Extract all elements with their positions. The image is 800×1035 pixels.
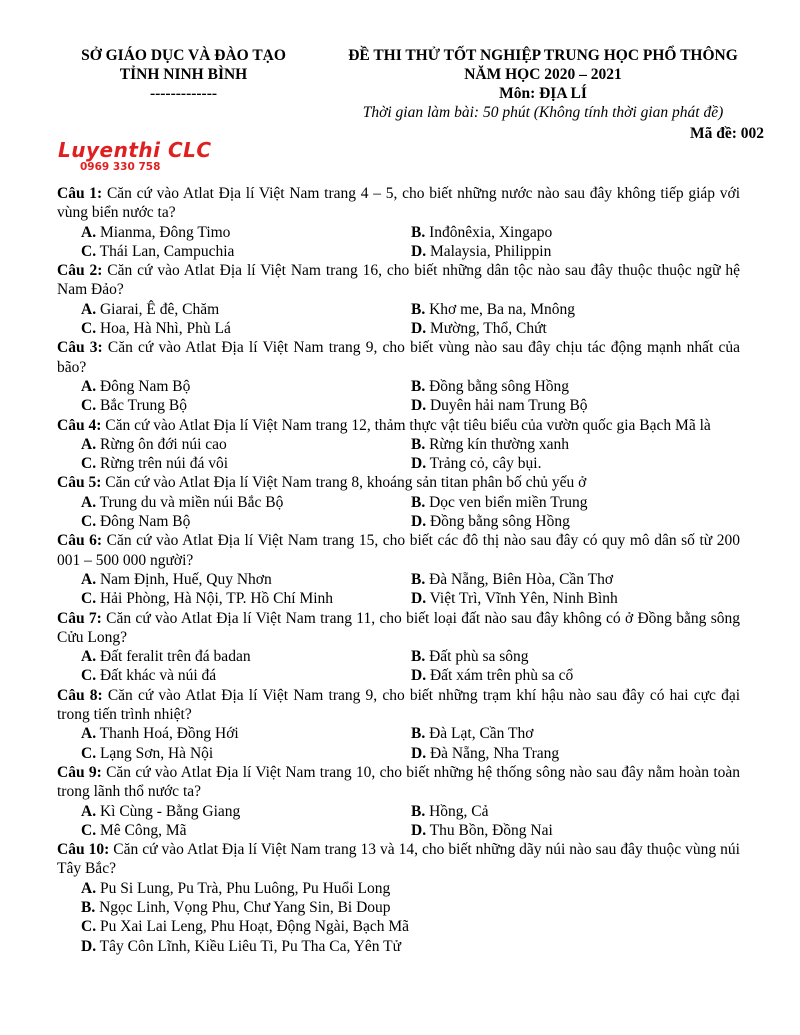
option-letter: D. [411,513,427,531]
option-letter: A. [81,648,97,666]
time-note: Thời gian làm bài: 50 phút (Không tính thời gian phát đề) [362,104,724,121]
option-letter: D. [411,320,427,338]
option-letter: A. [81,725,97,743]
logo-phone: 0969 330 758 [80,161,161,173]
option-text: Tây Côn Lĩnh, Kiều Liêu Ti, Pu Tha Ca, Yên Tử [96,937,401,955]
option-text: Pu Xai Lai Leng, Phu Hoạt, Động Ngài, Bạch Mã [96,918,410,936]
option-text: Nam Định, Huế, Quy Nhơn [96,570,272,588]
option-letter: D. [411,590,427,608]
option-text: Thanh Hoá, Đồng Hới [96,725,239,743]
option-letter: D. [411,667,427,685]
question [57,338,740,415]
question-stem [57,261,740,300]
answer-option [81,937,740,956]
option-text: Rừng ôn đới núi cao [96,435,227,453]
option-text: Bắc Trung Bộ [96,397,187,415]
option-letter: A. [81,300,97,318]
answer-option [81,647,411,666]
answer-option [81,802,411,821]
option-text: Rừng kín thường xanh [425,435,570,453]
answer-options [57,802,740,841]
question-text: Căn cứ vào Atlat Địa lí Việt Nam trang 9, cho biết những trạm khí hậu nào sau đây có hai cực đại trong tiến trình nhiệt? [57,686,741,724]
option-text: Inđônêxia, Xingapo [425,223,553,241]
option-letter: C. [81,667,97,685]
option-letter: B. [411,300,426,318]
option-letter: B. [411,648,426,666]
option-letter: B. [411,435,426,453]
question [57,840,740,956]
option-letter: B. [411,570,426,588]
question-number: Câu 1: [57,185,103,202]
option-text: Khơ me, Ba na, Mnông [425,300,576,318]
option-letter: C. [81,590,97,608]
answer-option [81,242,411,261]
option-letter: C. [81,320,97,338]
brand-logo [58,139,212,173]
answer-option [81,319,411,338]
question-text: Căn cứ vào Atlat Địa lí Việt Nam trang 9, cho biết vùng nào sau đây chịu tác động mạnh nhất của bão? [57,339,740,376]
option-letter: C. [81,513,97,531]
question [57,763,740,840]
question-number: Câu 6: [57,532,103,550]
option-text: Đất feralit trên đá badan [96,648,251,666]
option-text: Hồng, Cả [425,802,489,820]
answer-option [411,377,740,396]
option-text: Ngọc Linh, Vọng Phu, Chư Yang Sin, Bi Doup [95,898,391,916]
answer-option [81,666,411,685]
answer-option [81,377,411,396]
question-number: Câu 2: [57,262,103,280]
option-text: Đà Lạt, Cần Thơ [425,725,534,743]
header-divider: ------------- [149,85,218,102]
option-letter: B. [411,802,426,820]
option-letter: D. [411,821,427,839]
question-text: Căn cứ vào Atlat Địa lí Việt Nam trang 15, cho biết các đô thị nào sau đây có quy mô dân số từ 200 001 – 500 000 người? [57,532,740,569]
answer-options [57,377,740,416]
option-text: Đông Nam Bộ [96,377,191,395]
option-letter: D. [411,744,427,762]
option-text: Mường, Thổ, Chứt [426,320,547,338]
option-text: Trung du và miền núi Bắc Bộ [96,493,284,511]
option-letter: A. [81,223,97,241]
option-text: Đà Nẵng, Nha Trang [426,744,560,762]
option-letter: B. [411,377,426,395]
answer-option [411,589,740,608]
answer-options [57,300,740,339]
school-year: NĂM HỌC 2020 – 2021 [464,66,622,83]
option-text: Malaysia, Philippin [426,242,552,260]
option-letter: A. [81,493,97,511]
option-letter: B. [411,725,426,743]
answer-options [57,647,740,686]
option-text: Đất xám trên phù sa cổ [426,667,574,685]
question-text: Căn cứ vào Atlat Địa lí Việt Nam trang 12, thảm thực vật tiêu biểu của vườn quốc gia Bạch Mã là [101,416,711,434]
answer-option [411,666,740,685]
answer-option [81,512,411,531]
answer-option [81,300,411,319]
question-stem [57,763,740,802]
answer-option [81,570,411,589]
answer-option [411,300,740,319]
question-number: Câu 10: [57,841,110,859]
question-text: Căn cứ vào Atlat Địa lí Việt Nam trang 4 – 5, cho biết những nước nào sau đây không tiếp giáp với vùng biển nước ta? [57,185,741,222]
option-letter: D. [411,397,427,415]
option-letter: C. [81,455,97,473]
question-number: Câu 8: [57,686,103,704]
option-letter: A. [81,435,97,453]
answer-option [411,396,740,415]
option-letter: A. [81,377,97,395]
answer-option [81,744,411,763]
option-text: Rừng trên núi đá vôi [96,455,229,473]
option-text: Đồng bằng sông Hồng [425,377,570,395]
option-letter: A. [81,879,97,897]
question-number: Câu 3: [57,339,103,357]
question-stem [57,609,740,648]
option-text: Đông Nam Bộ [96,513,191,531]
option-text: Đất khác và núi đá [96,667,217,685]
answer-option [411,454,740,473]
answer-option [411,647,740,666]
question-stem [57,184,740,223]
option-letter: A. [81,802,97,820]
issuer-block [56,46,311,103]
answer-option [81,223,411,242]
option-letter: B. [411,223,426,241]
option-letter: D. [411,242,427,260]
option-text: Mê Công, Mã [96,821,187,839]
answer-option [411,223,740,242]
answer-option [411,319,740,338]
option-letter: A. [81,570,97,588]
subject-name: Môn: ĐỊA LÍ [499,85,587,102]
question [57,416,740,474]
answer-option [81,454,411,473]
answer-option [81,821,411,840]
option-text: Việt Trì, Vĩnh Yên, Ninh Bình [426,590,618,608]
question [57,184,740,261]
question-text: Căn cứ vào Atlat Địa lí Việt Nam trang 11, cho biết loại đất nào sau đây không có ở Đồng bằng sông Cửu Long? [57,609,740,646]
option-text: Đất phù sa sông [425,648,529,666]
answer-option [411,821,740,840]
answer-option [81,589,411,608]
option-letter: C. [81,821,97,839]
answer-options [57,223,740,262]
answer-option [411,724,740,743]
question-text: Căn cứ vào Atlat Địa lí Việt Nam trang 10, cho biết những hệ thống sông nào sau đây nằm hoàn toàn trong lãnh thổ nước ta? [57,763,741,801]
answer-option [411,435,740,454]
answer-option [411,512,740,531]
answer-option [411,493,740,512]
question [57,261,740,338]
answer-options [57,493,740,532]
question-number: Câu 9: [57,763,102,781]
option-text: Dọc ven biển miền Trung [425,493,588,511]
option-letter: B. [81,898,96,916]
question-list [57,184,740,956]
option-letter: D. [411,455,427,473]
option-letter: C. [81,397,97,415]
exam-title-block [318,46,768,122]
option-letter: D. [81,937,97,955]
answer-option [81,493,411,512]
option-text: Thái Lan, Campuchia [96,242,235,260]
option-letter: C. [81,242,97,260]
option-letter: C. [81,744,97,762]
question [57,609,740,686]
option-text: Giarai, Ê đê, Chăm [96,300,220,318]
answer-option [411,802,740,821]
answer-option [411,570,740,589]
option-text: Trảng cỏ, cây bụi. [426,455,542,473]
option-text: Hoa, Hà Nhì, Phù Lá [96,320,231,338]
question-text: Căn cứ vào Atlat Địa lí Việt Nam trang 16, cho biết những dân tộc nào sau đây thuộc thuộc ngữ hệ Nam Đảo? [57,262,741,299]
answer-option [81,898,740,917]
answer-option [81,435,411,454]
option-text: Hải Phòng, Hà Nội, TP. Hồ Chí Minh [96,590,334,608]
option-text: Pu Si Lung, Pu Trà, Phu Luông, Pu Huổi Long [96,879,391,897]
answer-options [57,879,740,956]
option-text: Duyên hải nam Trung Bộ [426,397,588,415]
question-stem [57,338,740,377]
answer-option [411,744,740,763]
option-text: Đà Nẵng, Biên Hòa, Cần Thơ [425,570,614,588]
question-stem [57,473,740,492]
answer-option [81,917,740,936]
option-text: Đồng bằng sông Hồng [426,513,570,531]
answer-option [81,396,411,415]
exam-code: Mã đề: 002 [689,125,764,142]
question-text: Căn cứ vào Atlat Địa lí Việt Nam trang 8, khoáng sản titan phân bố chủ yếu ở [101,474,587,492]
logo-name: Luyenthi CLC [58,138,212,162]
answer-option [81,724,411,743]
option-letter: C. [81,918,97,936]
question-number: Câu 4: [57,416,102,434]
exam-title: ĐỀ THI THỬ TỐT NGHIỆP TRUNG HỌC PHỔ THÔNG [348,47,738,64]
question [57,531,740,608]
question [57,473,740,531]
department-name: SỞ GIÁO DỤC VÀ ĐÀO TẠO [81,47,286,64]
question-stem [57,531,740,570]
option-text: Mianma, Đông Timo [96,223,231,241]
option-letter: B. [411,493,426,511]
option-text: Lạng Sơn, Hà Nội [96,744,214,762]
question-number: Câu 7: [57,609,102,627]
question-stem [57,840,740,879]
question-stem [57,416,740,435]
option-text: Kì Cùng - Bằng Giang [96,802,241,820]
option-text: Thu Bồn, Đồng Nai [426,821,553,839]
answer-option [411,242,740,261]
answer-options [57,435,740,474]
question [57,686,740,763]
answer-option [81,879,740,898]
answer-options [57,570,740,609]
answer-options [57,724,740,763]
question-stem [57,686,740,725]
province-name: TỈNH NINH BÌNH [119,66,248,83]
question-text: Căn cứ vào Atlat Địa lí Việt Nam trang 13 và 14, cho biết những dãy núi nào sau đây thuộc vùng núi Tây Bắc? [57,841,740,878]
question-number: Câu 5: [57,474,102,492]
